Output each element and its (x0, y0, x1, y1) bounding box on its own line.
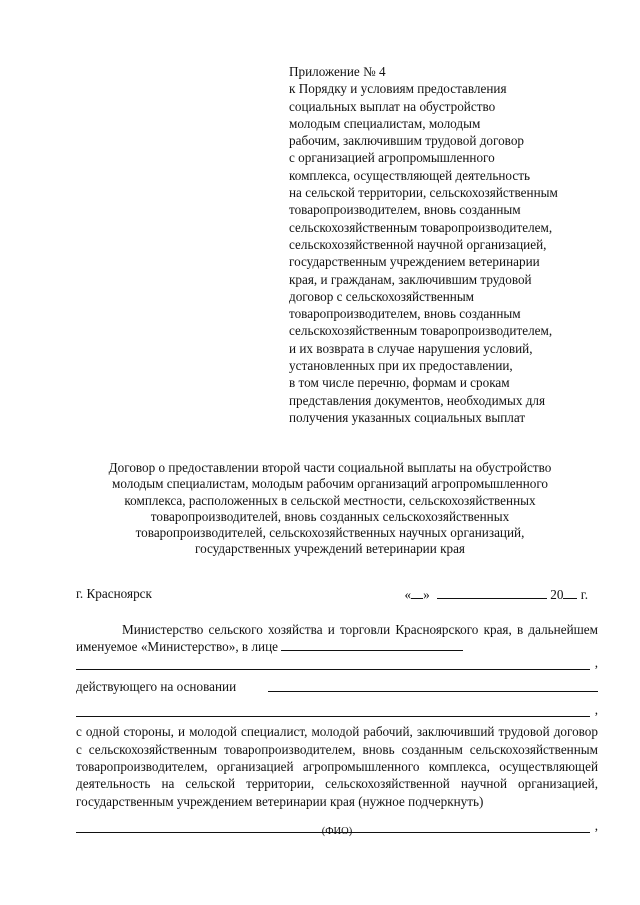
appendix-line: товаропроизводителем, вновь созданным (289, 306, 521, 322)
appendix-line: Приложение № 4 (289, 64, 386, 79)
appendix-line: комплекса, осуществляющей деятельность (289, 167, 530, 183)
comma: , (594, 654, 598, 670)
appendix-line: договор с сельскохозяйственным (289, 288, 475, 304)
appendix-reference (289, 63, 619, 426)
date-field (405, 586, 588, 603)
representative-blank[interactable] (281, 638, 463, 651)
representative-blank-line[interactable] (76, 669, 590, 670)
comma: , (594, 702, 598, 718)
contract-title (60, 460, 600, 558)
appendix-line: государственным учреждением ветеринарии (289, 254, 540, 270)
acting-basis-row (76, 678, 598, 695)
acting-basis-blank[interactable] (268, 691, 598, 692)
title-line: государственных учреждений ветеринарии края (194, 541, 465, 557)
date-quote-close: » (423, 587, 430, 602)
title-line: Договор о предоставлении второй части социальной выплаты на обустройство (108, 460, 552, 475)
appendix-line: рабочим, заключившим трудовой договор (289, 133, 525, 149)
acting-basis-label: действующего на основании (76, 678, 237, 694)
contract-body (76, 621, 598, 836)
title-line: комплекса, расположенных в сельской местности, сельскохозяйственных (124, 492, 536, 508)
date-quote-open: « (404, 587, 412, 602)
year-blank[interactable] (563, 586, 577, 599)
comma: , (594, 817, 598, 833)
place-date-row (76, 586, 598, 604)
appendix-line: товаропроизводителем, вновь созданным (289, 202, 521, 218)
appendix-line: сельскохозяйственным товаропроизводителем, (289, 219, 553, 235)
appendix-line: и их возврата в случае нарушения условий, (289, 340, 533, 356)
year-suffix: г. (580, 587, 588, 602)
appendix-line: сельскохозяйственным товаропроизводителем, (289, 323, 553, 339)
appendix-line: получения указанных социальных выплат (289, 409, 526, 425)
appendix-line: к Порядку и условиям предоставления (289, 81, 507, 97)
party-paragraph: с одной стороны, и молодой специалист, молодой рабочий, заключивший трудовой договор с сельскохозяйственным товаропроизводителем, вновь созданным сельскохозяйственным товаропроизводителем, организацией агропромышленного комплекса, осуществляющей деятельность на сельской территории, сельскохозяйственной научной организацией, государственным учреждением ветеринарии края (нужное подчеркнуть) (76, 724, 598, 809)
ministry-paragraph (76, 621, 598, 656)
appendix-line: социальных выплат на обустройство (289, 98, 496, 114)
day-blank[interactable] (411, 586, 423, 599)
appendix-line: сельскохозяйственной научной организацией, (289, 236, 547, 252)
appendix-line: в том числе перечню, формам и срокам (289, 375, 510, 391)
appendix-line: представления документов, необходимых для (289, 392, 546, 408)
appendix-line: на сельской территории, сельскохозяйственным (289, 185, 558, 201)
fio-hint: (ФИО) (321, 826, 353, 837)
appendix-line: края, и гражданам, заключившим трудовой (289, 271, 532, 287)
acting-basis-continuation (76, 703, 598, 720)
appendix-line: установленных при их предоставлении, (289, 358, 513, 374)
title-line: товаропроизводителей, сельскохозяйственных научных организаций, (135, 525, 525, 541)
title-line: товаропроизводителей, вновь созданных сельскохозяйственных (150, 508, 510, 524)
year-prefix: 20 (550, 587, 564, 602)
month-blank[interactable] (437, 586, 547, 599)
appendix-line: с организацией агропромышленного (289, 150, 495, 166)
title-line: молодым специалистам, молодым рабочим организаций агропромышленного (111, 476, 549, 492)
ministry-text: Министерство сельского хозяйства и торговли Красноярского края, в дальнейшем именуемое «Министерство», в лице (76, 622, 598, 655)
city-label: г. Красноярск (76, 586, 152, 601)
appendix-line: молодым специалистам, молодым (289, 115, 481, 131)
acting-basis-blank-line[interactable] (76, 716, 590, 717)
representative-line (76, 656, 598, 673)
